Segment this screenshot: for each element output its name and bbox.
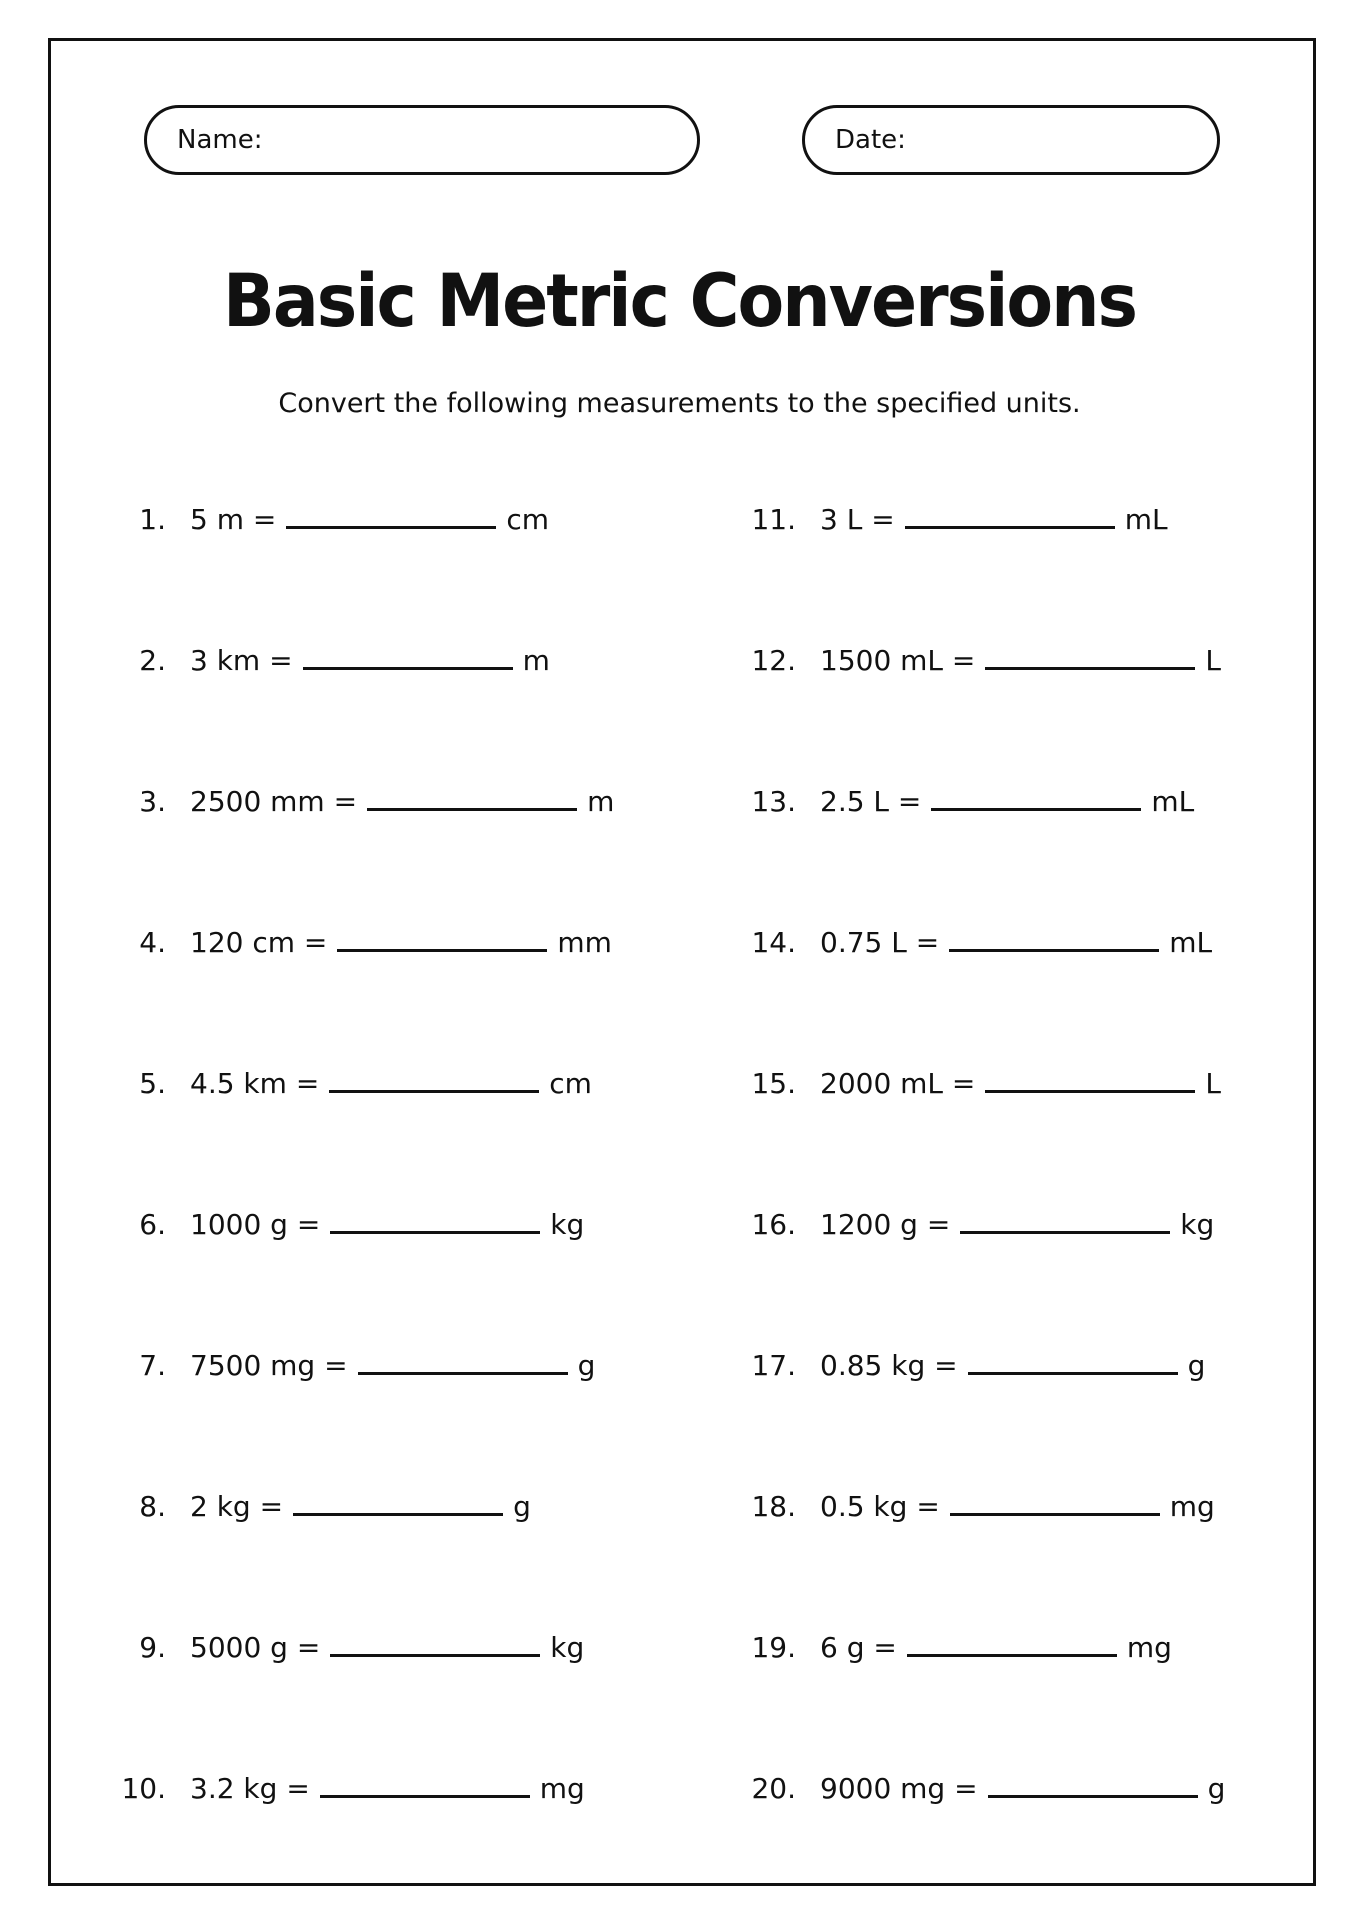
- problem-item: [110, 782, 750, 822]
- name-label: Name:: [177, 125, 263, 155]
- problem-item: [110, 1487, 750, 1527]
- problem-number: 20.: [751, 1772, 796, 1805]
- problem-given: 1500 mL =: [820, 644, 976, 677]
- problem-item: [740, 1769, 1359, 1809]
- problem-item: [110, 1205, 750, 1245]
- problem-given: 2 kg =: [190, 1490, 284, 1523]
- problem-unit: m: [522, 644, 550, 677]
- problem-given: 4.5 km =: [190, 1067, 320, 1100]
- problem-unit: g: [1187, 1349, 1206, 1382]
- problem-item: [740, 500, 1359, 540]
- problem-number: 4.: [139, 926, 166, 959]
- answer-blank[interactable]: [985, 1064, 1195, 1093]
- answer-blank[interactable]: [931, 782, 1141, 811]
- problem-number: 2.: [139, 644, 166, 677]
- answer-blank[interactable]: [367, 782, 577, 811]
- problem-number: 11.: [751, 503, 796, 536]
- answer-blank[interactable]: [337, 923, 547, 952]
- problem-unit: g: [513, 1490, 531, 1523]
- instructions: Convert the following measurements to the specified units.: [278, 388, 1081, 419]
- problem-item: [110, 923, 750, 963]
- problem-item: [110, 1628, 750, 1668]
- answer-blank[interactable]: [985, 641, 1195, 670]
- problem-given: 0.5 kg =: [820, 1490, 940, 1523]
- problem-number: 17.: [751, 1349, 796, 1382]
- answer-blank[interactable]: [286, 500, 496, 529]
- date-field[interactable]: [802, 105, 1220, 175]
- name-field[interactable]: [144, 105, 700, 175]
- problem-given: 0.85 kg =: [820, 1349, 958, 1382]
- problem-unit: mL: [1169, 926, 1213, 959]
- answer-blank[interactable]: [330, 1205, 540, 1234]
- problem-number: 15.: [751, 1067, 796, 1100]
- problem-unit: mg: [1126, 1631, 1172, 1664]
- problem-given: 5 m =: [190, 503, 277, 536]
- problem-item: [740, 782, 1359, 822]
- answer-blank[interactable]: [988, 1769, 1198, 1798]
- answer-blank[interactable]: [960, 1205, 1170, 1234]
- problem-unit: L: [1205, 644, 1222, 677]
- problem-given: 6 g =: [820, 1631, 897, 1664]
- answer-blank[interactable]: [320, 1769, 530, 1798]
- problem-unit: g: [577, 1349, 596, 1382]
- problem-item: [740, 1064, 1359, 1104]
- problem-unit: mg: [539, 1772, 585, 1805]
- problem-item: [740, 1487, 1359, 1527]
- problem-given: 2000 mL =: [820, 1067, 976, 1100]
- answer-blank[interactable]: [949, 923, 1159, 952]
- problem-given: 2.5 L =: [820, 785, 922, 818]
- problem-unit: m: [587, 785, 615, 818]
- problem-unit: cm: [506, 503, 550, 536]
- problem-given: 9000 mg =: [820, 1772, 978, 1805]
- problem-number: 6.: [139, 1208, 166, 1241]
- problem-given: 7500 mg =: [190, 1349, 348, 1382]
- answer-blank[interactable]: [303, 641, 513, 670]
- problem-unit: mL: [1151, 785, 1195, 818]
- problem-given: 3 km =: [190, 644, 293, 677]
- answer-blank[interactable]: [950, 1487, 1160, 1516]
- problem-number: 8.: [139, 1490, 166, 1523]
- problem-given: 3 L =: [820, 503, 895, 536]
- problem-number: 10.: [121, 1772, 166, 1805]
- problem-item: [740, 641, 1359, 681]
- problem-item: [740, 1205, 1359, 1245]
- problem-given: 0.75 L =: [820, 926, 940, 959]
- problem-item: [740, 1628, 1359, 1668]
- problem-number: 19.: [751, 1631, 796, 1664]
- problem-unit: kg: [1180, 1208, 1215, 1241]
- problem-unit: cm: [549, 1067, 592, 1100]
- problem-number: 12.: [751, 644, 796, 677]
- problem-unit: kg: [550, 1631, 585, 1664]
- problem-number: 14.: [751, 926, 796, 959]
- problem-given: 1000 g =: [190, 1208, 321, 1241]
- problem-given: 1200 g =: [820, 1208, 951, 1241]
- problem-given: 120 cm =: [190, 926, 328, 959]
- answer-blank[interactable]: [330, 1628, 540, 1657]
- problem-number: 1.: [139, 503, 166, 536]
- problem-number: 7.: [139, 1349, 166, 1382]
- problem-unit: kg: [550, 1208, 585, 1241]
- problem-unit: L: [1205, 1067, 1222, 1100]
- problem-given: 3.2 kg =: [190, 1772, 310, 1805]
- answer-blank[interactable]: [293, 1487, 503, 1516]
- answer-blank[interactable]: [907, 1628, 1117, 1657]
- date-label: Date:: [835, 125, 906, 155]
- problem-item: [740, 923, 1359, 963]
- problem-item: [740, 1346, 1359, 1386]
- problem-item: [110, 1064, 750, 1104]
- answer-blank[interactable]: [968, 1346, 1178, 1375]
- problem-item: [110, 500, 750, 540]
- problem-number: 9.: [139, 1631, 166, 1664]
- problem-number: 16.: [751, 1208, 796, 1241]
- problem-unit: mm: [557, 926, 612, 959]
- problem-item: [110, 1769, 750, 1809]
- problem-unit: mL: [1124, 503, 1168, 536]
- problem-number: 5.: [139, 1067, 166, 1100]
- problem-unit: mg: [1169, 1490, 1215, 1523]
- answer-blank[interactable]: [358, 1346, 568, 1375]
- problem-given: 2500 mm =: [190, 785, 358, 818]
- worksheet-title: Basic Metric Conversions: [223, 258, 1136, 345]
- answer-blank[interactable]: [905, 500, 1115, 529]
- problem-number: 3.: [139, 785, 166, 818]
- problem-number: 13.: [751, 785, 796, 818]
- problem-item: [110, 641, 750, 681]
- answer-blank[interactable]: [329, 1064, 539, 1093]
- problem-number: 18.: [751, 1490, 796, 1523]
- problem-unit: g: [1207, 1772, 1226, 1805]
- problem-given: 5000 g =: [190, 1631, 321, 1664]
- problem-item: [110, 1346, 750, 1386]
